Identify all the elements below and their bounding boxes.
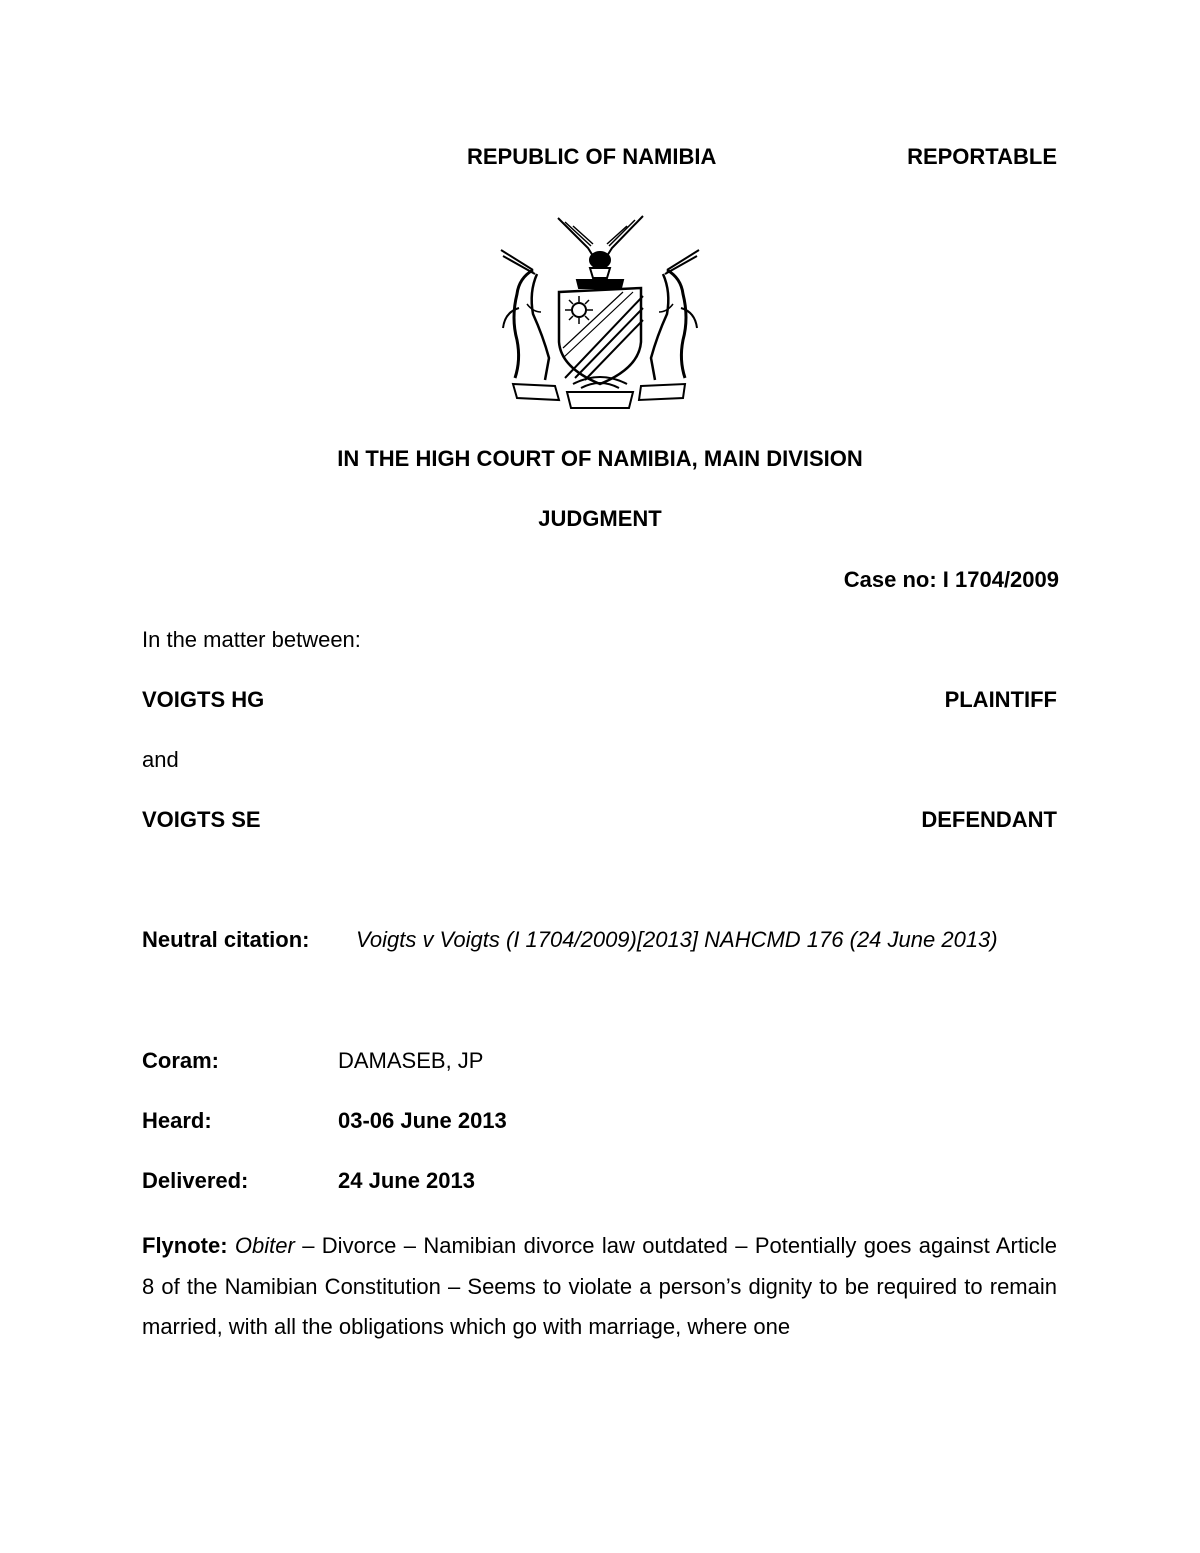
plaintiff-name: VOIGTS HG <box>142 687 265 712</box>
plaintiff-role: PLAINTIFF <box>944 687 1057 712</box>
heard-label: Heard: <box>142 1108 212 1133</box>
delivered-label: Delivered: <box>142 1168 249 1193</box>
defendant-role: DEFENDANT <box>921 807 1057 832</box>
flynote-label: Flynote: <box>142 1233 228 1258</box>
case-number: Case no: I 1704/2009 <box>843 567 1059 592</box>
heard-value: 03-06 June 2013 <box>338 1108 507 1133</box>
coat-of-arms-emblem <box>493 208 707 416</box>
reportable-label: REPORTABLE <box>907 144 1057 169</box>
neutral-citation-value: Voigts v Voigts (I 1704/2009)[2013] NAHCMD 176 (24 June 2013) <box>356 927 998 952</box>
judgment-heading: JUDGMENT <box>538 506 662 531</box>
court-heading: IN THE HIGH COURT OF NAMIBIA, MAIN DIVISION <box>337 446 863 471</box>
coram-label: Coram: <box>142 1048 220 1073</box>
neutral-citation-label: Neutral citation: <box>142 927 310 952</box>
flynote-paragraph <box>142 1226 1057 1348</box>
republic-heading: REPUBLIC OF NAMIBIA <box>467 144 717 169</box>
delivered-value: 24 June 2013 <box>338 1168 475 1193</box>
flynote-text: – Divorce – Namibian divorce law outdated – Potentially goes against Article 8 of the Namibian Constitution – Seems to violate a person’s dignity to be required to remain married, with all the obligations which go with marriage, where one <box>142 1233 1057 1339</box>
and-conjunction: and <box>142 747 179 772</box>
coram-value: DAMASEB, JP <box>338 1048 484 1073</box>
defendant-name: VOIGTS SE <box>142 807 261 832</box>
flynote-obiter: Obiter <box>234 1233 295 1258</box>
matter-between-text: In the matter between: <box>142 627 361 652</box>
